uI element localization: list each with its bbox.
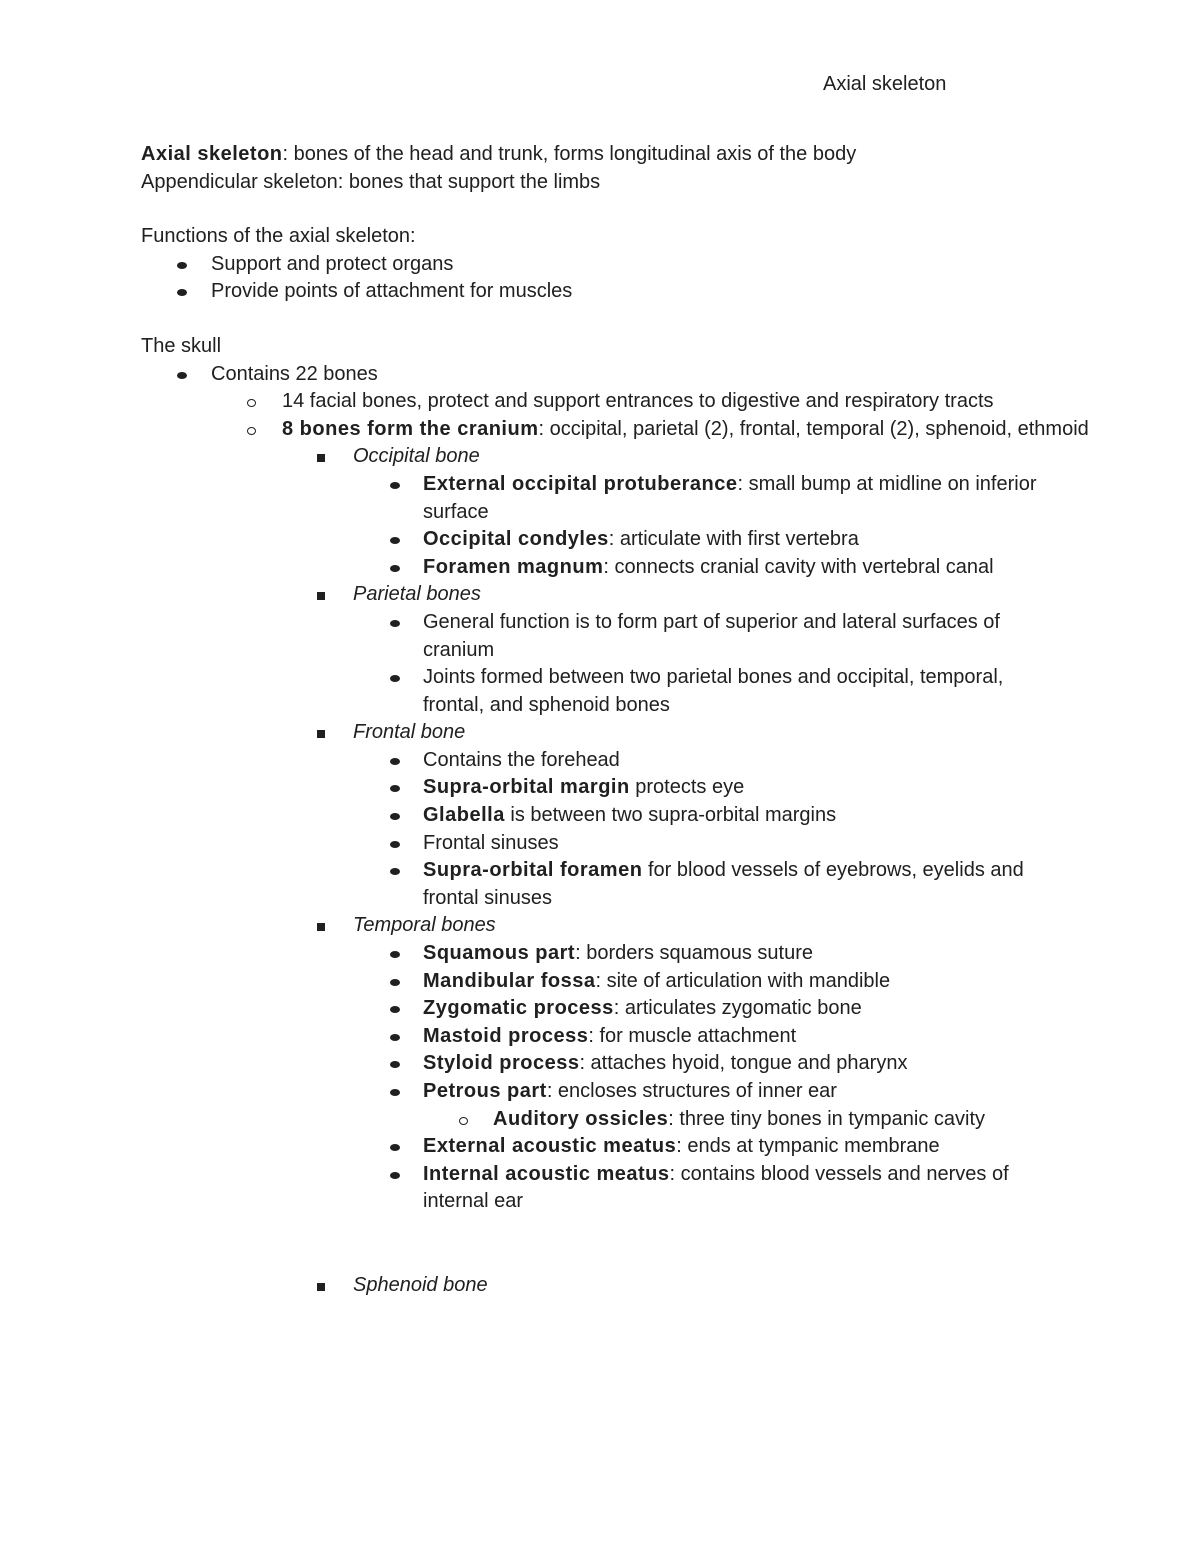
list-item: Supra-orbital foramen for blood vessels of eyebrows, eyelids and frontal sinuses (141, 857, 1063, 912)
list-item: 14 facial bones, protect and support entrances to digestive and respiratory tracts (141, 388, 1102, 416)
list-item: Styloid process: attaches hyoid, tongue and pharynx (141, 1050, 1063, 1078)
bullet-icon (390, 1061, 400, 1068)
section-heading-parietal: Parietal bones (141, 581, 1101, 609)
bullet-icon (390, 675, 400, 682)
list-item: Support and protect organs (141, 251, 1101, 279)
bullet-icon (390, 1172, 400, 1179)
spacer (141, 1216, 1101, 1272)
bullet-icon (177, 372, 187, 379)
list-item: Zygomatic process: articulates zygomatic bone (141, 995, 1063, 1023)
list-item: 8 bones form the cranium: occipital, parietal (2), frontal, temporal (2), sphenoid, ethmoid (141, 416, 1102, 444)
hollow-bullet-icon (247, 427, 256, 435)
bullet-icon (390, 1006, 400, 1013)
section-heading-frontal: Frontal bone (141, 719, 1101, 747)
bullet-icon (390, 758, 400, 765)
functions-heading: Functions of the axial skeleton: (141, 225, 416, 248)
appendicular-skeleton-definition: Appendicular skeleton: bones that support the limbs (141, 170, 601, 193)
axial-skeleton-term: Axial skeleton (141, 143, 283, 165)
section-heading-temporal: Temporal bones (141, 912, 1101, 940)
skull-heading: The skull (141, 334, 222, 357)
spacer (141, 306, 1101, 333)
spacer (141, 196, 1101, 223)
list-item: General function is to form part of superior and lateral surfaces of cranium (141, 609, 1063, 664)
bullet-icon (390, 785, 400, 792)
hollow-bullet-icon (459, 1117, 468, 1125)
bullet-icon (390, 1089, 400, 1096)
list-item: Foramen magnum: connects cranial cavity with vertebral canal (141, 554, 1063, 582)
axial-skeleton-definition (141, 141, 1101, 169)
square-bullet-icon (317, 1283, 325, 1291)
list-item: Petrous part: encloses structures of inner ear (141, 1078, 1063, 1106)
document-body (141, 141, 1101, 1300)
bullet-icon (390, 537, 400, 544)
section-heading-occipital: Occipital bone (141, 443, 1101, 471)
list-item: Squamous part: borders squamous suture (141, 940, 1063, 968)
list-item: Supra-orbital margin protects eye (141, 774, 1063, 802)
list-item: Auditory ossicles: three tiny bones in tympanic cavity (141, 1106, 1101, 1134)
list-item: Mandibular fossa: site of articulation with mandible (141, 968, 1063, 996)
axial-skeleton-text: : bones of the head and trunk, forms longitudinal axis of the body (282, 143, 857, 165)
page-header-title: Axial skeleton (823, 73, 947, 95)
list-item: Contains 22 bones (141, 361, 1101, 389)
bullet-icon (390, 868, 400, 875)
list-item: Mastoid process: for muscle attachment (141, 1023, 1063, 1051)
bullet-icon (177, 289, 187, 296)
section-heading-sphenoid: Sphenoid bone (141, 1272, 1101, 1300)
bullet-icon (390, 841, 400, 848)
bullet-icon (390, 1144, 400, 1151)
hollow-bullet-icon (247, 399, 256, 407)
list-item: Joints formed between two parietal bones and occipital, temporal, frontal, and sphenoid bones (141, 664, 1063, 719)
bullet-icon (390, 1034, 400, 1041)
list-item: Occipital condyles: articulate with first vertebra (141, 526, 1063, 554)
bullet-icon (177, 262, 187, 269)
bullet-icon (390, 979, 400, 986)
bullet-icon (390, 620, 400, 627)
list-item: Glabella is between two supra-orbital margins (141, 802, 1063, 830)
bullet-icon (390, 482, 400, 489)
list-item: Contains the forehead (141, 747, 1063, 775)
list-item: External occipital protuberance: small bump at midline on inferior surface (141, 471, 1063, 526)
list-item: External acoustic meatus: ends at tympanic membrane (141, 1133, 1063, 1161)
square-bullet-icon (317, 592, 325, 600)
bullet-icon (390, 813, 400, 820)
list-item: Internal acoustic meatus: contains blood vessels and nerves of internal ear (141, 1161, 1063, 1216)
square-bullet-icon (317, 454, 325, 462)
bullet-icon (390, 951, 400, 958)
list-item: Provide points of attachment for muscles (141, 278, 1101, 306)
square-bullet-icon (317, 923, 325, 931)
list-item: Frontal sinuses (141, 830, 1063, 858)
square-bullet-icon (317, 730, 325, 738)
bullet-icon (390, 565, 400, 572)
